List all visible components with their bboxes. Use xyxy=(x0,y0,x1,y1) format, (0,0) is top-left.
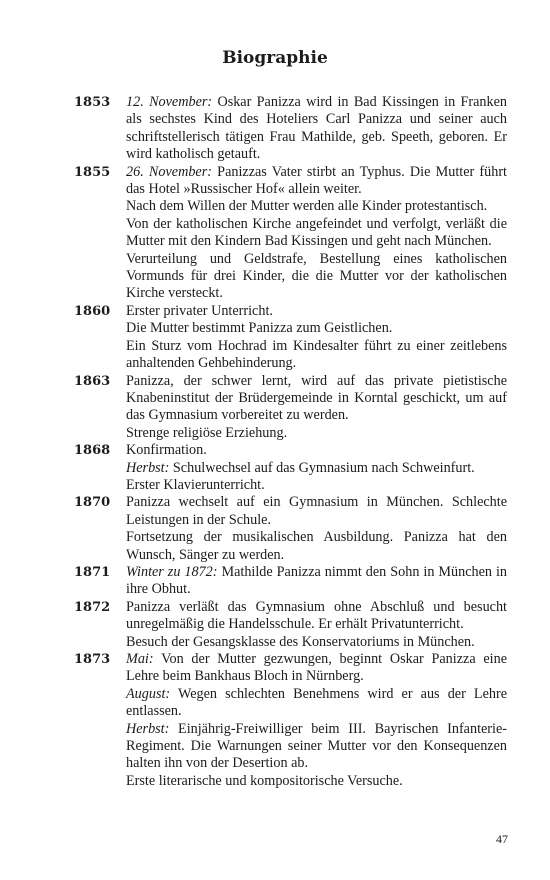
chronology-entry xyxy=(74,303,507,373)
date-label: Herbst: xyxy=(126,720,170,737)
page-number: 47 xyxy=(496,832,508,846)
entry-content xyxy=(126,494,507,564)
paragraph-text: Strenge religiöse Erziehung. xyxy=(126,424,288,441)
paragraph-text: Wegen schlechten Benehmens wird er aus der Lehre entlassen. xyxy=(126,685,507,720)
entry-year: 1871 xyxy=(74,564,111,580)
chronology-entry xyxy=(74,599,507,651)
entry-content xyxy=(126,442,507,494)
entry-paragraph xyxy=(126,651,507,686)
paragraph-text: Panizza verläßt das Gymnasium ohne Abschluß und besucht unregelmäßig die Handelsschule. Er erhält Privatunterricht. xyxy=(126,598,507,633)
paragraph-text: Von der katholischen Kirche angefeindet und verfolgt, verläßt die Mutter mit den Kindern Bad Kissingen und geht nach München. xyxy=(126,215,507,250)
entry-paragraph xyxy=(126,216,507,251)
entry-content xyxy=(126,164,507,303)
entry-paragraph xyxy=(126,320,507,337)
date-label: 26. November: xyxy=(126,163,212,180)
paragraph-text: Besuch der Gesangsklasse des Konservatoriums in München. xyxy=(126,633,475,650)
entry-paragraph xyxy=(126,773,507,790)
chronology-list xyxy=(74,94,507,790)
entry-paragraph xyxy=(126,686,507,721)
entry-paragraph xyxy=(126,477,507,494)
entry-paragraph xyxy=(126,442,507,459)
paragraph-text: Ein Sturz vom Hochrad im Kindesalter führt zu einer zeitlebens anhaltenden Gehbehinderung. xyxy=(126,337,507,372)
entry-paragraph xyxy=(126,721,507,773)
paragraph-text: Von der Mutter gezwungen, beginnt Oskar Panizza eine Lehre beim Bankhaus Bloch in Nürnberg. xyxy=(126,651,507,685)
paragraph-text: Erster privater Unterricht. xyxy=(126,302,273,319)
chronology-entry xyxy=(74,651,507,790)
entry-paragraph xyxy=(126,529,507,564)
entry-year: 1860 xyxy=(74,303,111,319)
page-title: Biographie xyxy=(222,48,328,68)
entry-paragraph xyxy=(126,494,507,529)
chronology-entry xyxy=(74,442,507,494)
entry-paragraph xyxy=(126,338,507,373)
entry-paragraph xyxy=(126,599,507,634)
entry-paragraph xyxy=(126,460,507,477)
paragraph-text: Erster Klavierunterricht. xyxy=(126,476,265,493)
entry-paragraph xyxy=(126,94,507,164)
paragraph-text: Panizzas Vater stirbt an Typhus. Die Mutter führt das Hotel »Russischer Hof« allein weiter. xyxy=(126,163,508,198)
entry-paragraph xyxy=(126,425,507,442)
paragraph-text: Die Mutter bestimmt Panizza zum Geistlichen. xyxy=(126,320,393,337)
entry-content xyxy=(126,651,507,790)
entry-year: 1870 xyxy=(74,495,111,511)
entry-paragraph xyxy=(126,564,507,599)
paragraph-text: Einjährig-Freiwilliger beim III. Bayrischen Infanterie-Regiment. Die Warnungen seiner Mutter vor den Konsequenzen halten ihn von der Desertion ab. xyxy=(126,720,507,772)
entry-content xyxy=(126,564,507,599)
entry-year: 1863 xyxy=(74,373,111,389)
entry-paragraph xyxy=(126,373,507,425)
paragraph-text: Schulwechsel auf das Gymnasium nach Schweinfurt. xyxy=(169,459,475,476)
paragraph-text: Mathilde Panizza nimmt den Sohn in München in ihre Obhut. xyxy=(126,563,507,598)
entry-paragraph xyxy=(126,164,507,199)
paragraph-text: Panizza, der schwer lernt, wird auf das private pietistische Knabeninstitut der Brüdergemeinde in Korntal geschickt, um auf das Gymnasium vorbereitet zu werden. xyxy=(126,372,507,424)
date-label: 12. November: xyxy=(126,94,213,110)
entry-content xyxy=(126,303,507,373)
paragraph-text: Fortsetzung der musikalischen Ausbildung. Panizza hat den Wunsch, Sänger zu werden. xyxy=(126,529,507,563)
entry-year: 1868 xyxy=(74,443,111,459)
entry-year: 1855 xyxy=(74,164,111,180)
date-label: Herbst: xyxy=(126,459,170,476)
entry-content xyxy=(126,94,507,164)
date-label: August: xyxy=(126,685,171,702)
date-label: Mai: xyxy=(126,651,154,667)
chronology-entry xyxy=(74,94,507,164)
paragraph-text: Verurteilung und Geldstrafe, Bestellung eines katholischen Vormunds für drei Kinder, die die Mutter vor der katholischen Kirche versteckt. xyxy=(126,250,507,302)
entry-content xyxy=(126,599,507,651)
entry-year: 1873 xyxy=(74,652,111,667)
entry-paragraph xyxy=(126,634,507,651)
paragraph-text: Oskar Panizza wird in Bad Kissingen in Franken als sechstes Kind des Hoteliers Carl Panizza und seiner auch schriftstellerisch tätigen Frau Mathilde, geb. Speeth, geboren. Er wird katholisch getauft. xyxy=(126,94,507,163)
chronology-entry xyxy=(74,164,507,303)
paragraph-text: Konfirmation. xyxy=(126,442,207,459)
entry-year: 1872 xyxy=(74,599,111,615)
entry-paragraph xyxy=(126,303,507,320)
entry-content xyxy=(126,373,507,443)
entry-year: 1853 xyxy=(74,95,111,110)
chronology-entry xyxy=(74,373,507,443)
chronology-entry xyxy=(74,564,507,599)
paragraph-text: Panizza wechselt auf ein Gymnasium in München. Schlechte Leistungen in der Schule. xyxy=(126,494,507,528)
entry-paragraph xyxy=(126,251,507,303)
date-label: Winter zu 1872: xyxy=(126,563,218,580)
chronology-entry xyxy=(74,494,507,564)
paragraph-text: Erste literarische und kompositorische Versuche. xyxy=(126,772,403,789)
paragraph-text: Nach dem Willen der Mutter werden alle Kinder protestantisch. xyxy=(126,198,488,215)
entry-paragraph xyxy=(126,198,507,215)
